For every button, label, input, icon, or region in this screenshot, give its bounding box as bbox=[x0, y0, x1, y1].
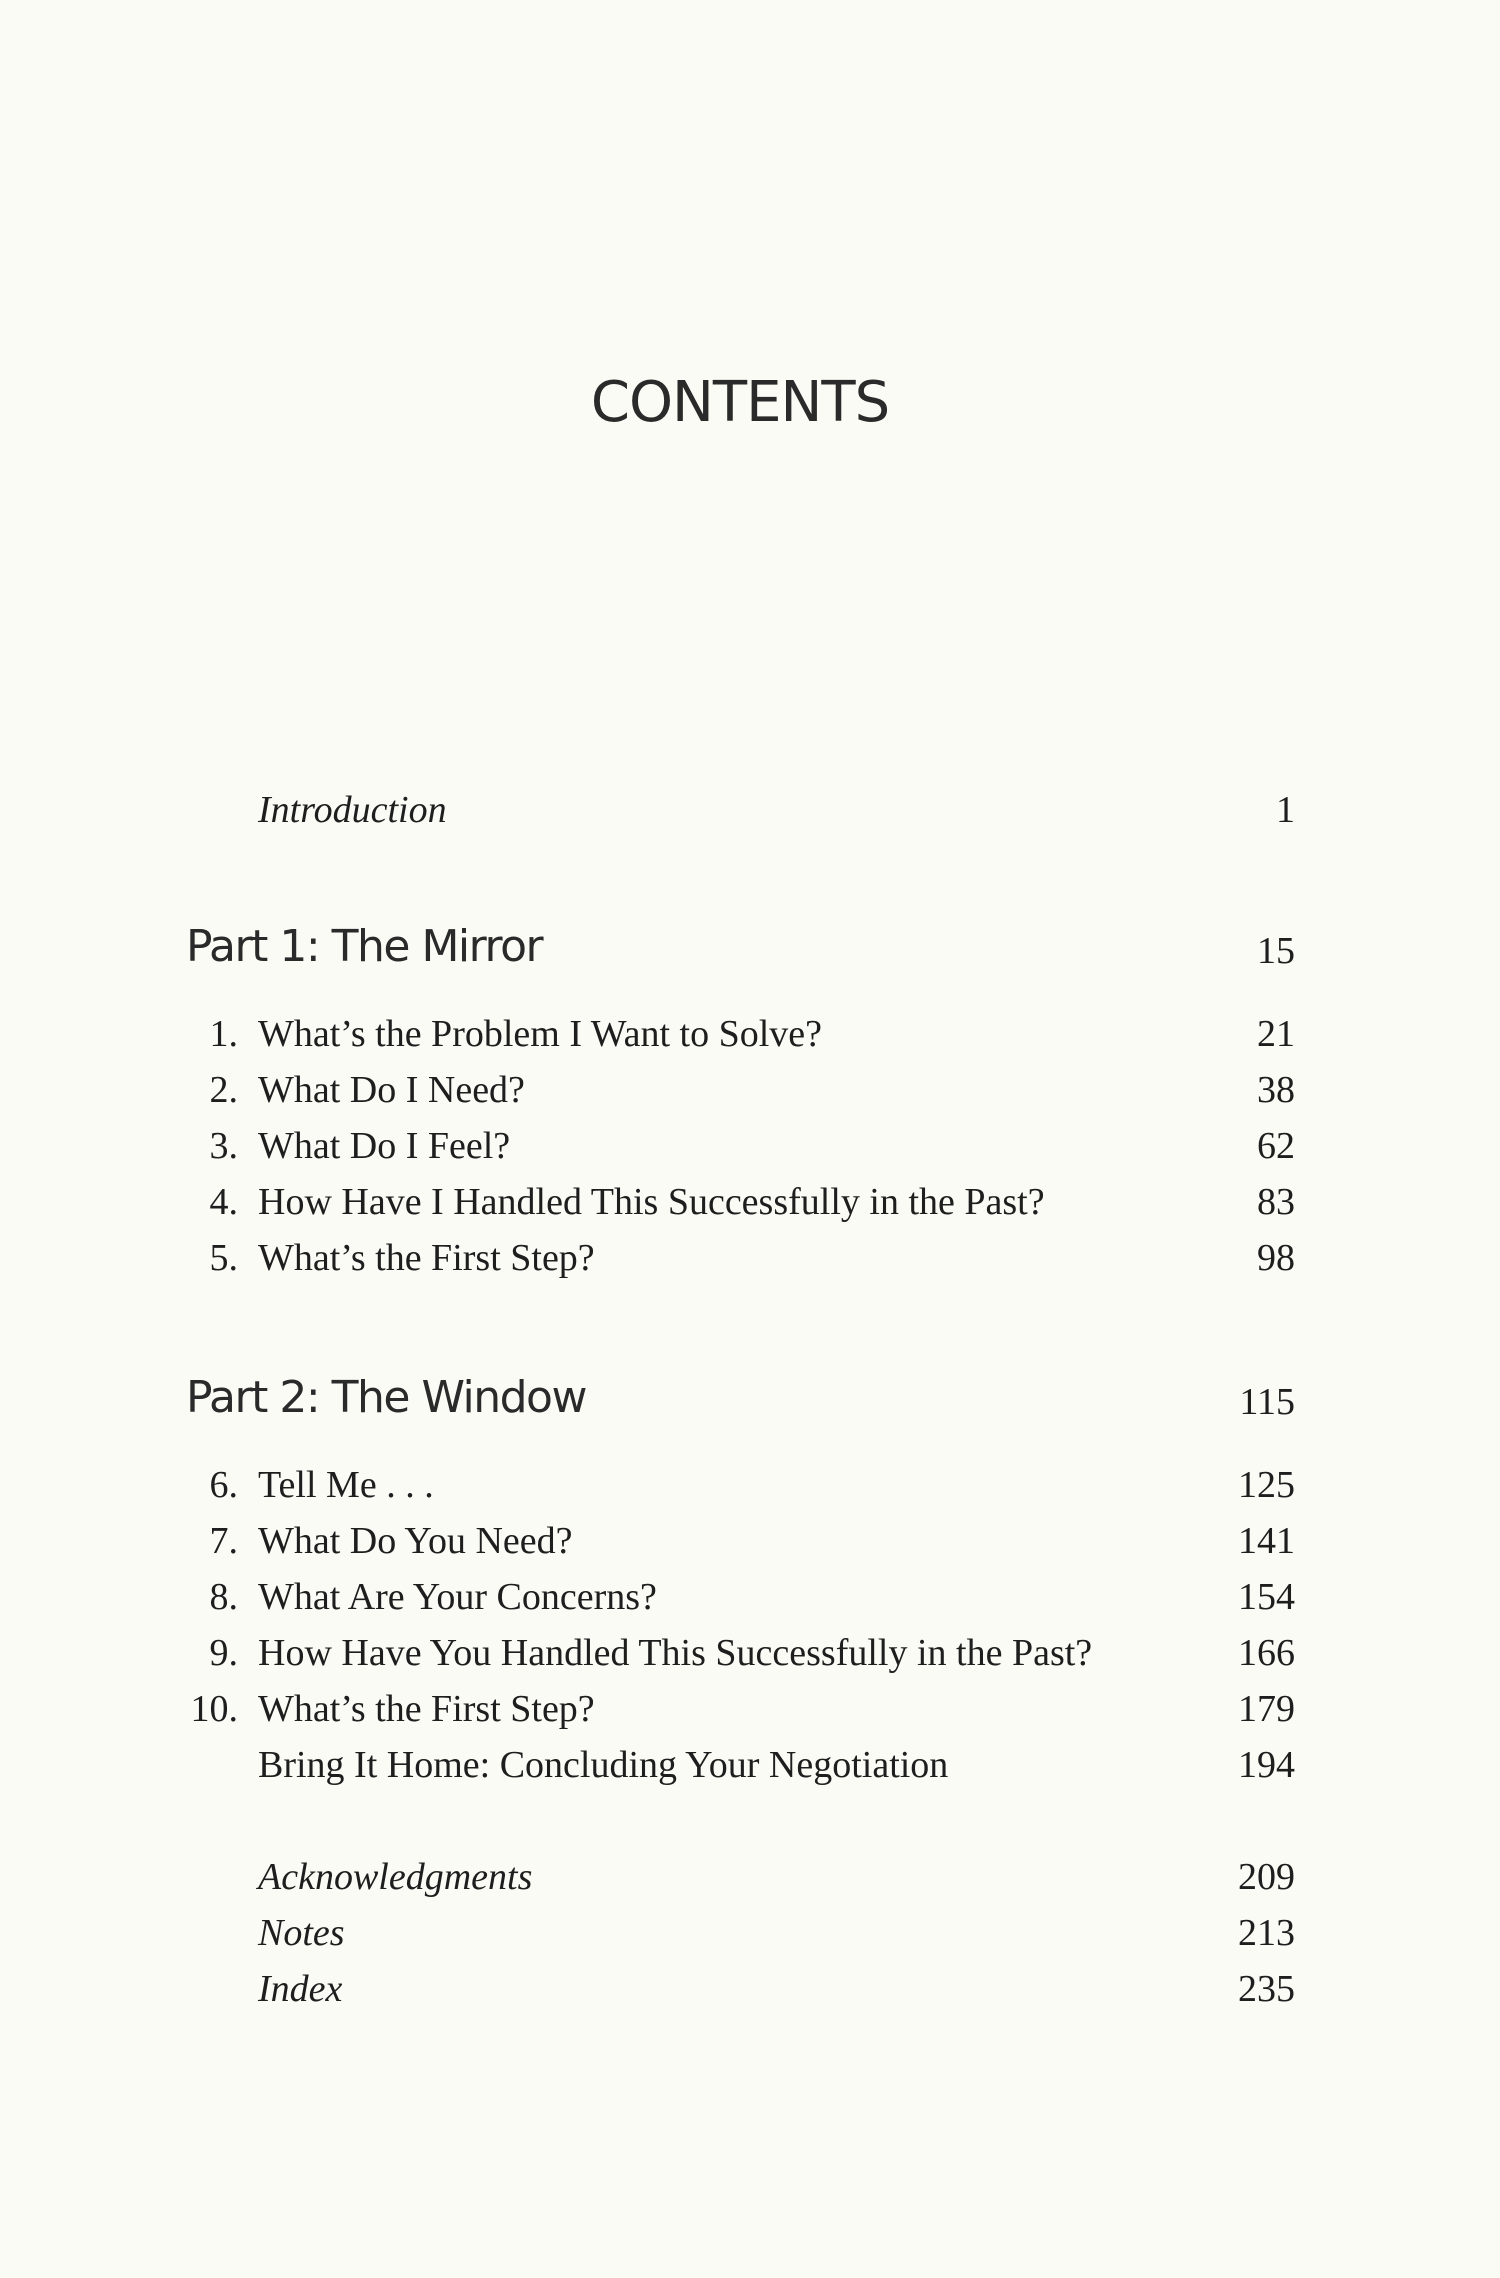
chapter-number: 3. bbox=[209, 1125, 238, 1167]
toc-part-1[interactable] bbox=[0, 912, 1500, 982]
chapter-title: What Do You Need? bbox=[258, 1520, 573, 1562]
toc-entry-page: 21 bbox=[1257, 1013, 1295, 1055]
toc-entry-page: 179 bbox=[1238, 1688, 1295, 1730]
toc-chapter[interactable] bbox=[0, 1006, 1500, 1062]
toc-entry-page: 166 bbox=[1238, 1632, 1295, 1674]
toc-chapter[interactable] bbox=[0, 1513, 1500, 1569]
toc-entry-page: 15 bbox=[1257, 930, 1295, 972]
toc-entry-page: 213 bbox=[1238, 1912, 1295, 1954]
toc-entry-page: 83 bbox=[1257, 1181, 1295, 1223]
part-heading: Part 1: The Mirror bbox=[186, 921, 543, 972]
toc-entry-label: Introduction bbox=[258, 789, 447, 831]
toc-entry-page: 209 bbox=[1238, 1856, 1295, 1898]
chapter-title: What Do I Feel? bbox=[258, 1125, 511, 1167]
toc-chapter[interactable] bbox=[0, 1681, 1500, 1737]
toc-chapter[interactable] bbox=[0, 1230, 1500, 1286]
chapter-number: 6. bbox=[209, 1464, 238, 1506]
chapter-title: What Do I Need? bbox=[258, 1069, 525, 1111]
chapter-title: What’s the First Step? bbox=[258, 1237, 595, 1279]
toc-chapter[interactable] bbox=[0, 1457, 1500, 1513]
toc-entry-page: 125 bbox=[1238, 1464, 1295, 1506]
toc-entry-page: 62 bbox=[1257, 1125, 1295, 1167]
chapter-title: What’s the First Step? bbox=[258, 1688, 595, 1730]
toc-entry-page: 98 bbox=[1257, 1237, 1295, 1279]
chapter-number: 10. bbox=[190, 1688, 238, 1730]
chapter-number: 2. bbox=[209, 1069, 238, 1111]
toc-entry-page: 194 bbox=[1238, 1744, 1295, 1786]
part-heading: Part 2: The Window bbox=[186, 1372, 586, 1423]
toc-chapter[interactable] bbox=[0, 1569, 1500, 1625]
chapter-title: How Have You Handled This Successfully in the Past? bbox=[258, 1632, 1093, 1674]
toc-entry-page: 235 bbox=[1238, 1968, 1295, 2010]
toc-entry-index[interactable] bbox=[0, 1961, 1500, 2017]
chapter-title: What’s the Problem I Want to Solve? bbox=[258, 1013, 823, 1055]
toc-chapter[interactable] bbox=[0, 1062, 1500, 1118]
toc-entry-acknowledgments[interactable] bbox=[0, 1849, 1500, 1905]
toc-entry-label: Acknowledgments bbox=[258, 1856, 533, 1898]
toc-chapter[interactable] bbox=[0, 1118, 1500, 1174]
toc-chapter[interactable] bbox=[0, 1737, 1500, 1793]
chapter-number: 5. bbox=[209, 1237, 238, 1279]
toc-chapter[interactable] bbox=[0, 1174, 1500, 1230]
chapter-title: What Are Your Concerns? bbox=[258, 1576, 657, 1618]
toc-entry-page: 154 bbox=[1238, 1576, 1295, 1618]
chapter-number: 4. bbox=[209, 1181, 238, 1223]
chapter-number: 7. bbox=[209, 1520, 238, 1562]
toc-entry-page: 141 bbox=[1238, 1520, 1295, 1562]
chapter-title: Tell Me . . . bbox=[258, 1464, 434, 1506]
toc-entry-label: Index bbox=[258, 1968, 343, 2010]
toc-chapter[interactable] bbox=[0, 1625, 1500, 1681]
page-title: CONTENTS bbox=[590, 370, 890, 435]
chapter-number: 1. bbox=[209, 1013, 238, 1055]
toc-entry-page: 38 bbox=[1257, 1069, 1295, 1111]
chapter-title: How Have I Handled This Successfully in the Past? bbox=[258, 1181, 1045, 1223]
toc-entry-page: 115 bbox=[1239, 1381, 1295, 1423]
toc-entry-introduction[interactable] bbox=[0, 782, 1500, 838]
toc-part-2[interactable] bbox=[0, 1363, 1500, 1433]
toc-entry-notes[interactable] bbox=[0, 1905, 1500, 1961]
toc-entry-label: Notes bbox=[258, 1912, 345, 1954]
chapter-number: 8. bbox=[209, 1576, 238, 1618]
chapter-title: Bring It Home: Concluding Your Negotiation bbox=[258, 1744, 949, 1786]
chapter-number: 9. bbox=[209, 1632, 238, 1674]
toc-entry-page: 1 bbox=[1276, 789, 1295, 831]
